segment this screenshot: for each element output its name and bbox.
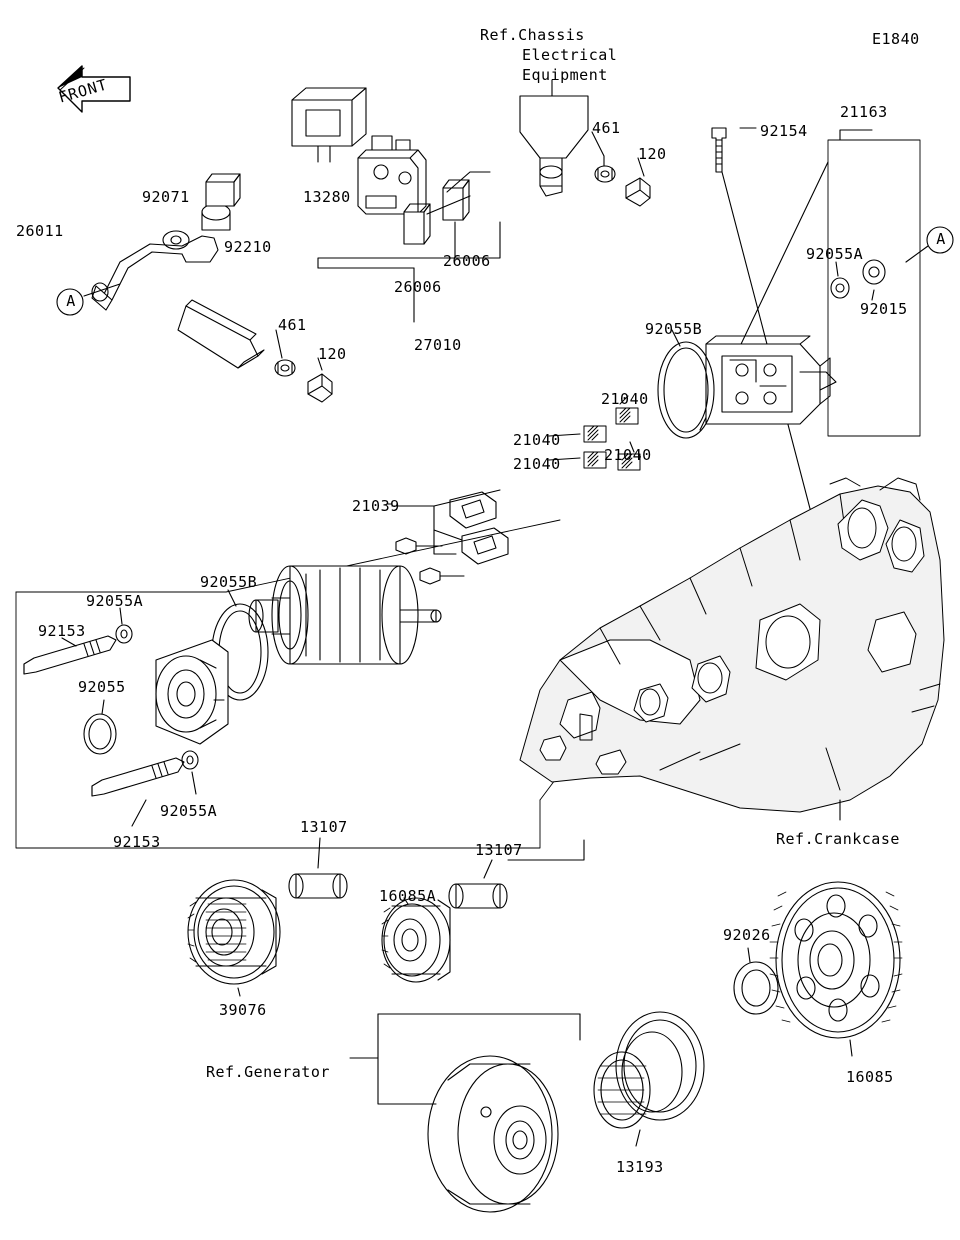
diagram-code: E1840 — [872, 30, 920, 48]
callout-92154: 92154 — [760, 122, 808, 140]
callout-120-left: 120 — [318, 345, 347, 363]
callout-92153-top: 92153 — [38, 622, 86, 640]
callout-92055A-left-bottom: 92055A — [160, 802, 218, 820]
callout-92055: 92055 — [78, 678, 126, 696]
callout-21040-d: 21040 — [604, 446, 652, 464]
callout-ref-generator: Ref.Generator — [206, 1063, 330, 1081]
callout-ref-chassis-electrical: Ref.Chassis — [480, 26, 585, 44]
callout-92055A-right: 92055A — [806, 245, 864, 263]
callout-ref-chassis-electrical-2: Electrical — [522, 46, 618, 64]
callout-21040-a: 21040 — [601, 390, 649, 408]
callout-21040-c: 21040 — [513, 455, 561, 473]
callout-13107-a: 13107 — [300, 818, 348, 836]
callout-92153-bottom: 92153 — [113, 833, 161, 851]
circled-a-right-label: A — [936, 230, 946, 248]
callout-ref-crankcase: Ref.Crankcase — [776, 830, 900, 848]
callout-13107-b: 13107 — [475, 841, 523, 859]
callout-461-top: 461 — [592, 119, 621, 137]
callout-13193: 13193 — [616, 1158, 664, 1176]
front-badge — [46, 56, 138, 118]
callout-26006-a: 26006 — [443, 252, 491, 270]
callout-ref-chassis-electrical-3: Equipment — [522, 66, 608, 84]
callout-92055A-left-top: 92055A — [86, 592, 144, 610]
callout-26006-b: 26006 — [394, 278, 442, 296]
callout-120-top: 120 — [638, 145, 667, 163]
callout-92071: 92071 — [142, 188, 190, 206]
callout-21039: 21039 — [352, 497, 400, 515]
callout-92210: 92210 — [224, 238, 272, 256]
callout-27010: 27010 — [414, 336, 462, 354]
callout-92015: 92015 — [860, 300, 908, 318]
callout-16085A: 16085A — [379, 887, 437, 905]
callout-92026: 92026 — [723, 926, 771, 944]
callout-16085: 16085 — [846, 1068, 894, 1086]
front-label: FRONT — [56, 75, 110, 107]
callout-21040-b: 21040 — [513, 431, 561, 449]
callout-13280: 13280 — [303, 188, 351, 206]
callout-92055B-top: 92055B — [645, 320, 703, 338]
callout-92055B-bottom: 92055B — [200, 573, 258, 591]
callout-21163: 21163 — [840, 103, 888, 121]
callout-461-left: 461 — [278, 316, 307, 334]
circled-a-left-label: A — [66, 292, 76, 310]
callout-39076: 39076 — [219, 1001, 267, 1019]
callout-26011: 26011 — [16, 222, 64, 240]
